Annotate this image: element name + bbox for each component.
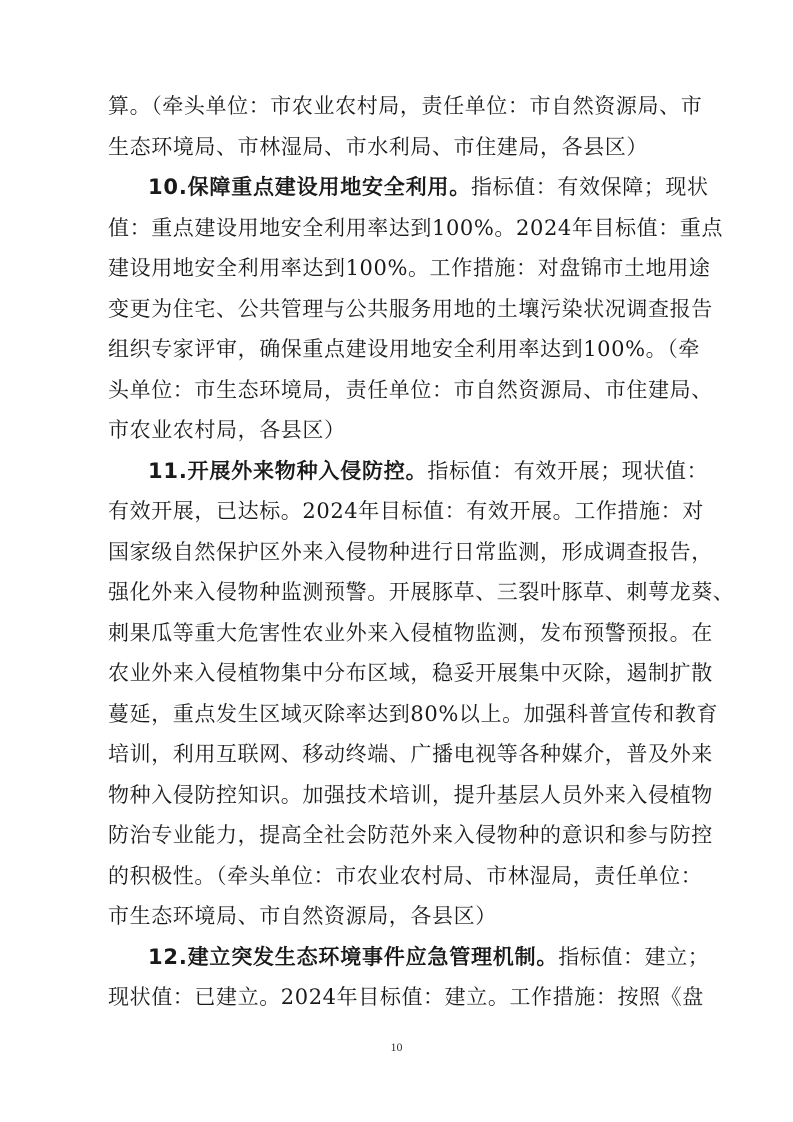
text-line-15 (0, 653, 793, 693)
line-text: 强化外来入侵物种监测预警。开展豚草、三裂叶豚草、刺萼龙葵、 (108, 580, 735, 604)
line-text: 头单位：市生态环境局，责任单位：市自然资源局、市住建局、 (108, 377, 713, 402)
line-text: 有效开展，已达标。2024年目标值：有效开展。工作措施：对 (108, 499, 704, 523)
page-number: 10 (390, 1040, 403, 1054)
line-text: 指标值：建立； (558, 944, 710, 969)
item-11-heading-line (0, 451, 793, 491)
item-10-title: 10.保障重点建设用地安全利用。 (148, 175, 471, 199)
text-line-18 (0, 775, 793, 815)
text-line-1 (0, 86, 793, 126)
line-text: 算。（牵头单位：市农业农村局，责任单位：市自然资源局、市 (108, 94, 703, 118)
text-line-7 (0, 329, 793, 369)
line-text: 组织专家评审，确保重点建设用地安全利用率达到100%。（牵 (108, 337, 700, 361)
text-line-5 (0, 248, 793, 288)
line-text: 指标值：有效保障；现状 (471, 175, 709, 199)
item-11-title: 11.开展外来物种入侵防控。 (148, 458, 428, 483)
line-text: 国家级自然保护区外来入侵物种进行日常监测，形成调查报告， (108, 539, 713, 564)
line-text: 建设用地安全利用率达到100%。工作措施：对盘锦市土地用途 (108, 256, 711, 280)
line-text: 农业外来入侵植物集中分布区域，稳妥开展集中灭除，遏制扩散 (108, 661, 713, 685)
text-line-11 (0, 491, 793, 531)
text-line-8 (0, 370, 793, 410)
text-line-6 (0, 289, 793, 329)
text-line-16 (0, 694, 793, 734)
line-text: 的积极性。（牵头单位：市农业农村局、市林湿局，责任单位： (108, 863, 703, 888)
line-text: 市农业农村局，各县区） (108, 418, 346, 442)
text-line-14 (0, 613, 793, 653)
text-line-2 (0, 127, 793, 167)
text-line-4 (0, 208, 793, 248)
line-text: 值：重点建设用地安全利用率达到100%。2024年目标值：重点 (108, 215, 724, 240)
line-text: 现状值：已建立。2024年目标值：建立。工作措施：按照《盘 (108, 985, 704, 1009)
line-text: 物种入侵防控知识。加强技术培训，提升基层人员外来入侵植物 (108, 782, 713, 807)
text-line-20 (0, 856, 793, 896)
text-line-19 (0, 815, 793, 855)
item-12-title: 12.建立突发生态环境事件应急管理机制。 (148, 944, 559, 969)
item-10-heading-line (0, 167, 793, 207)
item-12-heading-line (0, 937, 793, 977)
text-line-21 (0, 896, 793, 936)
text-line-13 (0, 572, 793, 612)
text-line-23 (0, 977, 793, 1017)
line-text: 生态环境局、市林湿局、市水利局、市住建局，各县区） (108, 134, 648, 159)
line-text: 变更为住宅、公共管理与公共服务用地的土壤污染状况调查报告 (108, 296, 713, 321)
text-line-17 (0, 734, 793, 774)
text-line-9 (0, 410, 793, 450)
line-text: 防治专业能力，提高全社会防范外来入侵物种的意识和参与防控 (108, 823, 713, 847)
line-text: 培训，利用互联网、移动终端、广播电视等各种媒介，普及外来 (108, 742, 713, 766)
line-text: 指标值：有效开展；现状值： (427, 458, 709, 483)
text-line-12 (0, 532, 793, 572)
line-text: 刺果瓜等重大危害性农业外来入侵植物监测，发布预警预报。在 (108, 620, 713, 645)
line-text: 市生态环境局、市自然资源局，各县区） (108, 904, 497, 928)
line-text: 蔓延，重点发生区域灭除率达到80%以上。加强科普宣传和教育 (108, 701, 719, 726)
